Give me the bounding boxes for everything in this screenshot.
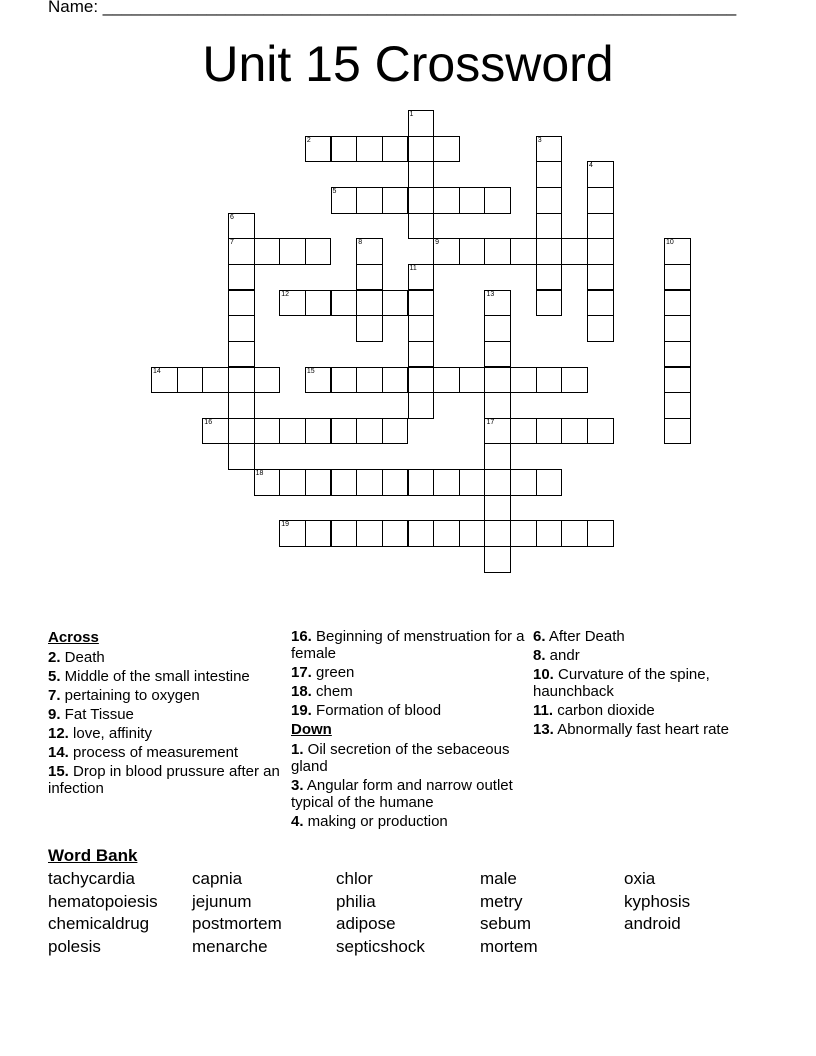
crossword-cell[interactable]: [459, 520, 486, 547]
crossword-cell[interactable]: [510, 367, 537, 394]
crossword-cell-19[interactable]: [279, 520, 306, 547]
crossword-cell[interactable]: [279, 238, 306, 265]
word-bank-item: android: [624, 914, 681, 934]
crossword-cell[interactable]: [459, 238, 486, 265]
crossword-cell[interactable]: [484, 341, 511, 368]
crossword-cell-14[interactable]: [151, 367, 178, 394]
word-bank-item: septicshock: [336, 937, 425, 957]
crossword-cell[interactable]: [356, 367, 383, 394]
crossword-cell[interactable]: [433, 136, 460, 163]
down-clue: 1. Oil secretion of the sebaceous gland: [291, 741, 510, 775]
crossword-cell[interactable]: [664, 315, 691, 342]
crossword-cell[interactable]: [433, 367, 460, 394]
crossword-cell[interactable]: [408, 161, 435, 188]
crossword-cell-7[interactable]: [228, 238, 255, 265]
crossword-cell[interactable]: [459, 187, 486, 214]
crossword-cell[interactable]: [484, 238, 511, 265]
word-bank-item: polesis: [48, 937, 101, 957]
crossword-cell[interactable]: [305, 469, 332, 496]
crossword-cell[interactable]: [536, 418, 563, 445]
clue-number: 18: [255, 470, 264, 478]
crossword-cell[interactable]: [331, 520, 358, 547]
crossword-cell[interactable]: [484, 443, 511, 470]
word-bank-item: kyphosis: [624, 891, 691, 911]
word-bank-item: menarche: [192, 937, 268, 957]
clue-column-1: [48, 628, 288, 799]
across-heading: Across: [48, 629, 99, 646]
crossword-cell[interactable]: [382, 187, 409, 214]
crossword-cell[interactable]: [484, 315, 511, 342]
crossword-cell[interactable]: [408, 520, 435, 547]
crossword-cell[interactable]: [484, 392, 511, 419]
word-bank: [48, 868, 768, 959]
crossword-cell[interactable]: [356, 136, 383, 163]
crossword-cell-9[interactable]: [433, 238, 460, 265]
crossword-cell[interactable]: [561, 367, 588, 394]
crossword-cell[interactable]: [408, 469, 435, 496]
crossword-cell[interactable]: [382, 290, 409, 317]
clue-number: 17: [486, 418, 495, 426]
crossword-cell[interactable]: [356, 520, 383, 547]
down-clue: 6. After Death: [533, 628, 625, 645]
name-field[interactable]: Name: ___________________________________________________________________: [48, 0, 737, 16]
crossword-cell[interactable]: [664, 418, 691, 445]
crossword-cell[interactable]: [408, 392, 435, 419]
down-clue: 10. Curvature of the spine, haunchback: [533, 666, 710, 700]
crossword-cell[interactable]: [382, 520, 409, 547]
word-bank-item: hematopoiesis: [48, 891, 158, 911]
clue-number: 11: [409, 264, 417, 272]
across-clue: 9. Fat Tissue: [48, 706, 134, 723]
crossword-cell[interactable]: [510, 418, 537, 445]
crossword-cell[interactable]: [561, 520, 588, 547]
clue-number: 19: [281, 521, 290, 529]
crossword-cell[interactable]: [382, 418, 409, 445]
crossword-cell[interactable]: [382, 469, 409, 496]
crossword-cell[interactable]: [408, 315, 435, 342]
crossword-cell-8[interactable]: [356, 238, 383, 265]
crossword-cell[interactable]: [331, 290, 358, 317]
down-clue: 8. andr: [533, 647, 580, 664]
crossword-cell[interactable]: [228, 367, 255, 394]
clue-number: 9: [435, 239, 440, 247]
clue-number: 6: [229, 213, 234, 221]
crossword-cell[interactable]: [587, 238, 614, 265]
clue-number: 3: [537, 136, 542, 144]
crossword-cell-11[interactable]: [408, 264, 435, 291]
crossword-cell[interactable]: [433, 469, 460, 496]
crossword-cell[interactable]: [228, 392, 255, 419]
crossword-cell-5[interactable]: [331, 187, 358, 214]
word-bank-item: capnia: [192, 869, 243, 888]
clue-number: 16: [204, 418, 213, 426]
crossword-cell[interactable]: [510, 520, 537, 547]
crossword-cell-15[interactable]: [305, 367, 332, 394]
crossword-cell-18[interactable]: [254, 469, 281, 496]
crossword-cell[interactable]: [408, 290, 435, 317]
clue-number: 13: [486, 290, 495, 298]
clue-number: 8: [358, 239, 363, 247]
word-bank-item: adipose: [336, 914, 396, 934]
clue-number: 7: [229, 239, 234, 247]
across-clue: 5. Middle of the small intestine: [48, 668, 250, 685]
word-bank-item: oxia: [624, 869, 656, 888]
across-clue: 12. love, affinity: [48, 725, 152, 742]
clue-number: 4: [589, 162, 593, 170]
crossword-cell-17[interactable]: [484, 418, 511, 445]
crossword-cell[interactable]: [664, 264, 691, 291]
word-bank-heading: Word Bank: [48, 846, 138, 865]
crossword-cell-1[interactable]: [408, 110, 435, 137]
down-clue: 4. making or production: [291, 813, 448, 830]
clue-number: 5: [332, 187, 337, 195]
across-clue: 18. chem: [291, 683, 353, 700]
crossword-cell[interactable]: [664, 290, 691, 317]
crossword-cell[interactable]: [536, 161, 563, 188]
crossword-cell[interactable]: [484, 520, 511, 547]
crossword-cell[interactable]: [484, 495, 511, 522]
crossword-cell[interactable]: [664, 392, 691, 419]
crossword-cell[interactable]: [484, 187, 511, 214]
clue-number: 2: [306, 136, 311, 144]
crossword-cell-2[interactable]: [305, 136, 332, 163]
down-clue: 3. Angular form and narrow outlet typical of the humane: [291, 777, 513, 811]
crossword-cell[interactable]: [664, 341, 691, 368]
crossword-cell-6[interactable]: [228, 213, 255, 240]
crossword-cell[interactable]: [228, 264, 255, 291]
clue-column-3: [533, 628, 768, 740]
down-clue: 11. carbon dioxide: [533, 702, 655, 719]
crossword-cell[interactable]: [484, 469, 511, 496]
word-bank-item: postmortem: [192, 914, 282, 934]
clue-number: 10: [666, 239, 674, 247]
crossword-cell[interactable]: [279, 418, 306, 445]
crossword-cell[interactable]: [228, 290, 255, 317]
crossword-cell[interactable]: [202, 367, 229, 394]
word-bank-item: male: [480, 869, 517, 888]
word-bank-item: philia: [336, 891, 376, 911]
clue-number: 15: [306, 367, 315, 375]
crossword-cell[interactable]: [536, 187, 563, 214]
crossword-cell-13[interactable]: [484, 290, 511, 317]
crossword-cell[interactable]: [536, 367, 563, 394]
crossword-cell[interactable]: [331, 367, 358, 394]
across-clue: 14. process of measurement: [48, 744, 239, 761]
crossword-cell[interactable]: [664, 367, 691, 394]
crossword-cell[interactable]: [228, 443, 255, 470]
crossword-cell[interactable]: [382, 136, 409, 163]
crossword-cell[interactable]: [459, 469, 486, 496]
word-bank-item: sebum: [480, 914, 532, 934]
crossword-cell[interactable]: [408, 187, 435, 214]
crossword-cell[interactable]: [305, 418, 332, 445]
word-bank-item: chlor: [336, 869, 373, 888]
crossword-cell[interactable]: [356, 418, 383, 445]
across-clue: 16. Beginning of menstruation for a female: [291, 628, 525, 662]
crossword-cell[interactable]: [228, 418, 255, 445]
crossword-cell[interactable]: [510, 238, 537, 265]
crossword-cell[interactable]: [587, 520, 614, 547]
word-bank-item: tachycardia: [48, 869, 135, 888]
crossword-cell[interactable]: [279, 469, 306, 496]
across-clue: 7. pertaining to oxygen: [48, 687, 200, 704]
crossword-cell[interactable]: [587, 315, 614, 342]
crossword-cell[interactable]: [510, 469, 537, 496]
crossword-cell-4[interactable]: [587, 161, 614, 188]
crossword-cell[interactable]: [331, 469, 358, 496]
crossword-cell[interactable]: [536, 290, 563, 317]
crossword-cell[interactable]: [587, 213, 614, 240]
crossword-cell[interactable]: [356, 290, 383, 317]
across-clue: 19. Formation of blood: [291, 702, 442, 719]
word-bank-item: chemicaldrug: [48, 914, 150, 934]
page-title: Unit 15 Crossword: [202, 36, 614, 92]
crossword-cell[interactable]: [177, 367, 204, 394]
crossword-cell[interactable]: [536, 238, 563, 265]
crossword-cell[interactable]: [484, 546, 511, 573]
crossword-cell[interactable]: [587, 290, 614, 317]
crossword-cell[interactable]: [408, 213, 435, 240]
across-clue: 2. Death: [48, 649, 105, 666]
crossword-cell[interactable]: [561, 238, 588, 265]
crossword-cell[interactable]: [356, 264, 383, 291]
crossword-cell[interactable]: [561, 418, 588, 445]
crossword-cell[interactable]: [254, 238, 281, 265]
word-bank-item: jejunum: [192, 891, 252, 911]
crossword-cell[interactable]: [587, 187, 614, 214]
across-clue: 15. Drop in blood prussure after an infection: [48, 763, 280, 797]
crossword-cell-3[interactable]: [536, 136, 563, 163]
crossword-cell[interactable]: [536, 213, 563, 240]
crossword-cell[interactable]: [459, 367, 486, 394]
down-heading: Down: [291, 721, 332, 738]
crossword-cell[interactable]: [408, 341, 435, 368]
crossword-cell-10[interactable]: [664, 238, 691, 265]
crossword-cell-16[interactable]: [202, 418, 229, 445]
across-clue: 17. green: [291, 664, 355, 681]
word-bank-item: mortem: [480, 937, 538, 957]
crossword-cell[interactable]: [587, 418, 614, 445]
clue-number: 12: [281, 290, 290, 298]
crossword-cell[interactable]: [331, 418, 358, 445]
crossword-cell[interactable]: [536, 469, 563, 496]
crossword-cell[interactable]: [254, 418, 281, 445]
crossword-cell[interactable]: [433, 520, 460, 547]
crossword-cell[interactable]: [305, 238, 332, 265]
crossword-cell[interactable]: [356, 315, 383, 342]
word-bank-item: metry: [480, 891, 523, 911]
crossword-cell[interactable]: [331, 136, 358, 163]
crossword-cell[interactable]: [587, 264, 614, 291]
down-clue: 13. Abnormally fast heart rate: [533, 721, 729, 738]
crossword-cell[interactable]: [408, 136, 435, 163]
crossword-cell[interactable]: [356, 187, 383, 214]
crossword-cell-12[interactable]: [279, 290, 306, 317]
crossword-cell[interactable]: [254, 367, 281, 394]
crossword-cell[interactable]: [536, 520, 563, 547]
crossword-cell[interactable]: [228, 341, 255, 368]
clue-number: 14: [153, 367, 161, 375]
crossword-cell[interactable]: [433, 187, 460, 214]
crossword-cell[interactable]: [305, 520, 332, 547]
crossword-cell[interactable]: [408, 367, 435, 394]
crossword-cell[interactable]: [484, 367, 511, 394]
crossword-cell[interactable]: [228, 315, 255, 342]
clue-column-2: [291, 628, 531, 832]
clue-number: 1: [409, 111, 414, 118]
crossword-cell[interactable]: [382, 367, 409, 394]
crossword-cell[interactable]: [536, 264, 563, 291]
crossword-cell[interactable]: [305, 290, 332, 317]
crossword-cell[interactable]: [356, 469, 383, 496]
